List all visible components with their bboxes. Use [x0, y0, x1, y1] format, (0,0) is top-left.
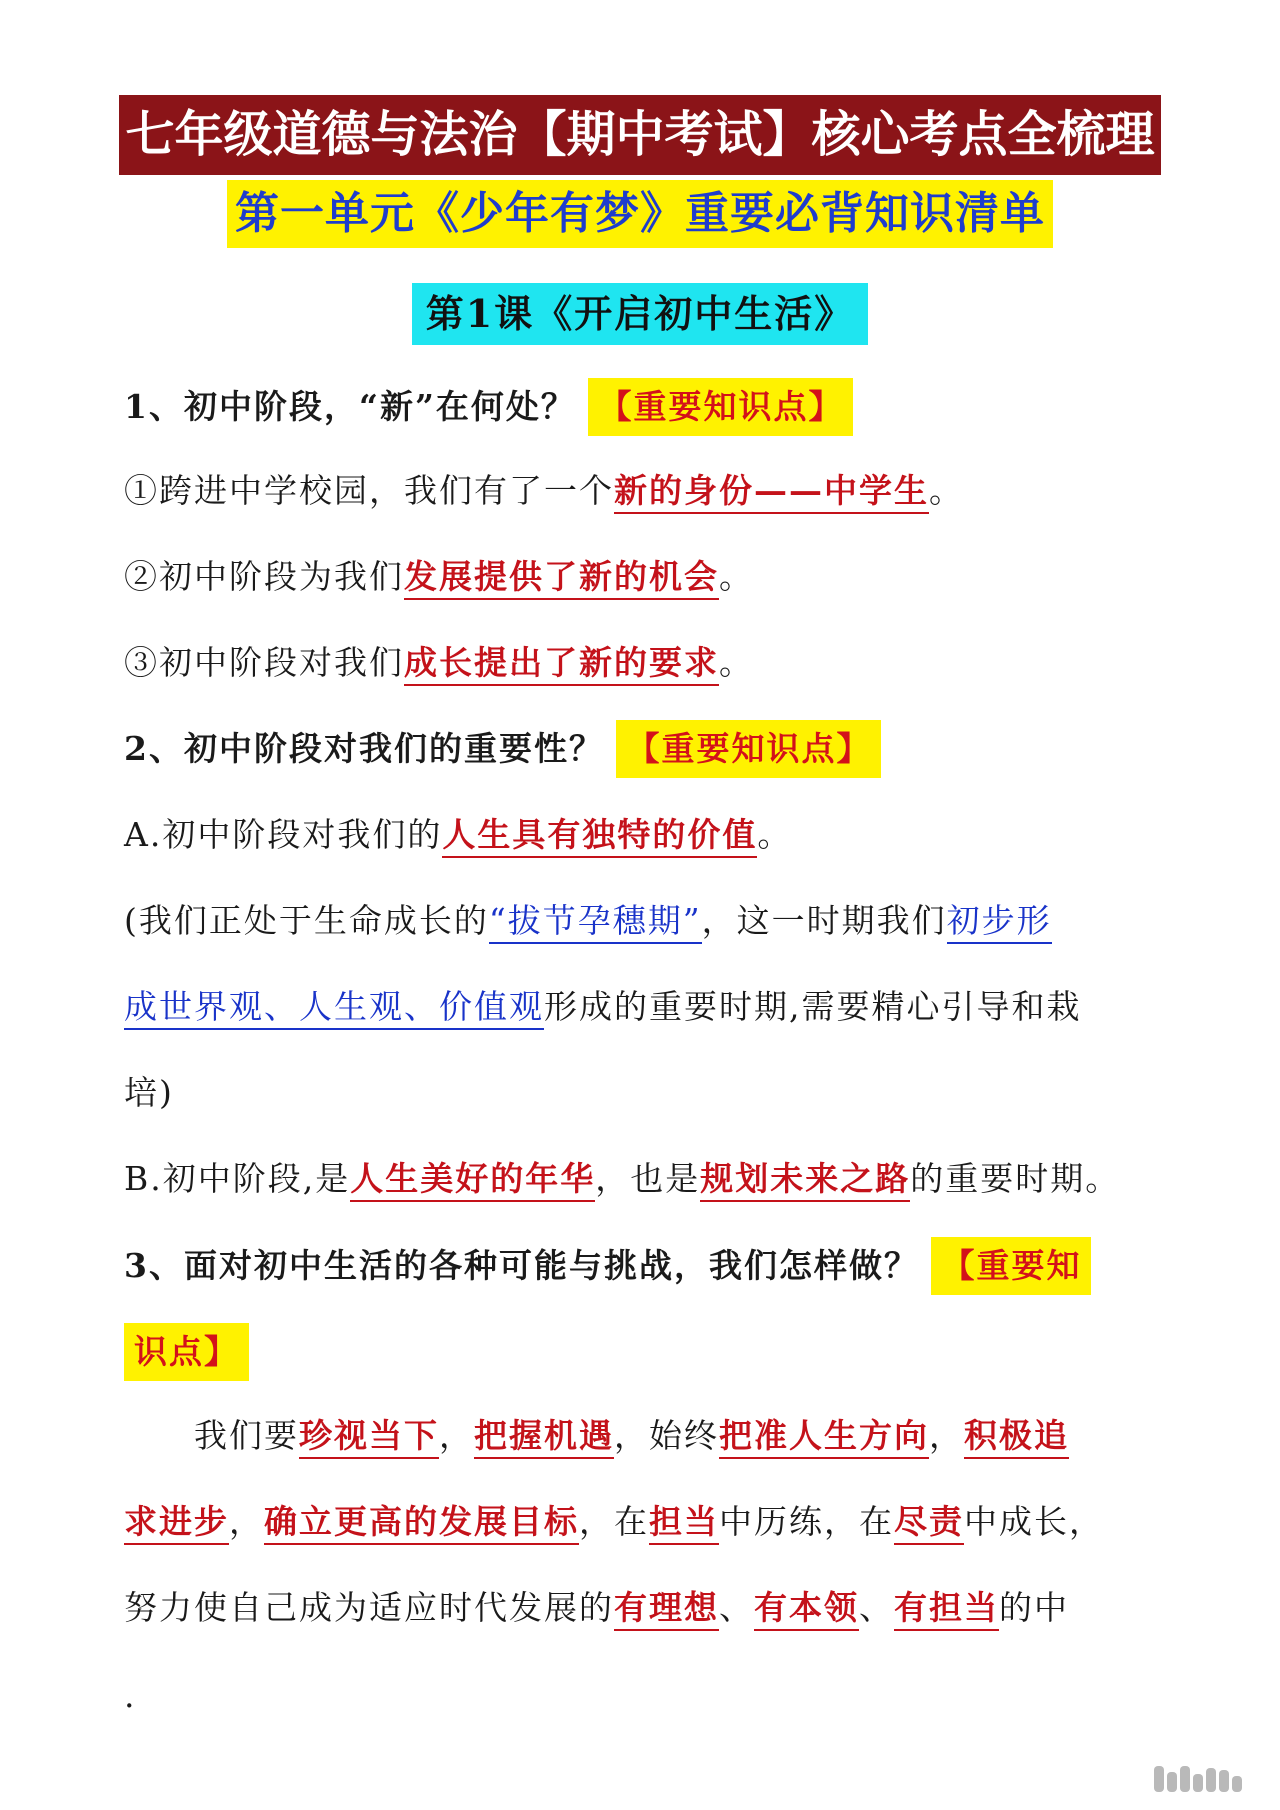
- highlight-text: 发展提供了新的机会: [404, 557, 719, 600]
- q2-note-line-3: [124, 1067, 1204, 1119]
- item-text: 培): [124, 1073, 174, 1112]
- question-3: [124, 1237, 1204, 1295]
- highlight-text: 有担当: [894, 1588, 999, 1631]
- item-text: ，: [929, 1416, 964, 1455]
- q1-item-3: [124, 637, 1204, 689]
- item-text: ③初中阶段对我们: [124, 643, 404, 682]
- item-text: ，: [439, 1416, 474, 1455]
- item-text: 的中: [999, 1588, 1069, 1627]
- q2-note-line-2: [124, 981, 1204, 1033]
- question-2-text: 2、初中阶段对我们的重要性？: [124, 729, 604, 768]
- key-point-tag: 【重要知识点】: [616, 720, 881, 778]
- q3-answer-line-2: [124, 1496, 1204, 1548]
- item-text: 。: [757, 815, 793, 854]
- q2-note-line-1: [124, 895, 1204, 947]
- blue-highlight: 成世界观、人生观、价值观: [124, 987, 544, 1030]
- subtitle-row: [0, 180, 1280, 248]
- highlight-text: 尽责: [894, 1502, 964, 1545]
- highlight-text: 有本领: [754, 1588, 859, 1631]
- item-text: 努力使自己成为适应时代发展的: [124, 1588, 614, 1627]
- highlight-text: 把握机遇: [474, 1416, 614, 1459]
- item-text: 形成的重要时期,需要精心引导和栽: [544, 987, 1082, 1026]
- highlight-text: 新的身份——中学生: [614, 471, 929, 514]
- item-text: ①跨进中学校园，我们有了一个: [124, 471, 614, 510]
- highlight-text: 把准人生方向: [719, 1416, 929, 1459]
- question-1-text: 1、初中阶段，“新”在何处？: [124, 387, 576, 426]
- blue-highlight: “拔节孕穗期”: [489, 901, 702, 944]
- item-text: A.初中阶段对我们的: [124, 815, 443, 854]
- key-point-tag: 【重要知识点】: [588, 378, 853, 436]
- q3-answer-line-1: [124, 1410, 1204, 1462]
- item-text: 。: [719, 557, 754, 596]
- key-point-tag: 【重要知: [931, 1237, 1091, 1295]
- item-text: .: [124, 1676, 137, 1715]
- item-text: ，在: [579, 1502, 649, 1541]
- highlight-text: 人生具有独特的价值: [442, 815, 757, 858]
- item-text: ，这一时期我们: [701, 901, 947, 940]
- main-title: 七年级道德与法治【期中考试】核心考点全梳理: [119, 95, 1160, 175]
- highlight-text: 确立更高的发展目标: [264, 1502, 579, 1545]
- unit-subtitle: 第一单元《少年有梦》重要必背知识清单: [227, 180, 1053, 248]
- lesson-title: 第1课《开启初中生活》: [412, 283, 868, 345]
- lesson-row: [0, 283, 1280, 345]
- item-text: ，: [229, 1502, 264, 1541]
- highlight-text: 有理想: [614, 1588, 719, 1631]
- highlight-text: 珍视当下: [299, 1416, 439, 1459]
- item-text: 。: [929, 471, 964, 510]
- q2-answer-a: [124, 809, 1204, 861]
- question-3-tag-cont: [124, 1323, 1204, 1381]
- item-text: ，也是: [595, 1159, 701, 1198]
- item-text: ②初中阶段为我们: [124, 557, 404, 596]
- highlight-text: 积极追: [964, 1416, 1069, 1459]
- item-text: ，始终: [614, 1416, 719, 1455]
- q3-answer-line-4: [124, 1670, 1204, 1722]
- question-1: [124, 378, 1204, 436]
- item-text: B.初中阶段,是: [124, 1159, 351, 1198]
- q1-item-2: [124, 551, 1204, 603]
- question-2: [124, 720, 1204, 778]
- item-text: 中历练，在: [719, 1502, 894, 1541]
- item-text: 的重要时期。: [910, 1159, 1121, 1198]
- highlight-text: 求进步: [124, 1502, 229, 1545]
- title-row: [0, 95, 1280, 175]
- highlight-text: 规划未来之路: [700, 1159, 910, 1202]
- item-text: 。: [719, 643, 754, 682]
- blue-highlight: 初步形: [947, 901, 1052, 944]
- item-text: 、: [859, 1588, 894, 1627]
- q2-answer-b: [124, 1153, 1204, 1205]
- highlight-text: 成长提出了新的要求: [404, 643, 719, 686]
- question-3-text: 3、面对初中生活的各种可能与挑战，我们怎样做？: [124, 1246, 919, 1285]
- item-text: 、: [719, 1588, 754, 1627]
- highlight-text: 人生美好的年华: [350, 1159, 595, 1202]
- key-point-tag: 识点】: [124, 1323, 249, 1381]
- item-text: (我们正处于生命成长的: [124, 901, 489, 940]
- q3-answer-line-3: [124, 1582, 1204, 1634]
- item-text: 中成长，: [964, 1502, 1104, 1541]
- highlight-text: 担当: [649, 1502, 719, 1545]
- q1-item-1: [124, 465, 1204, 517]
- watermark-icon: [1154, 1766, 1242, 1792]
- item-text: 我们要: [194, 1416, 299, 1455]
